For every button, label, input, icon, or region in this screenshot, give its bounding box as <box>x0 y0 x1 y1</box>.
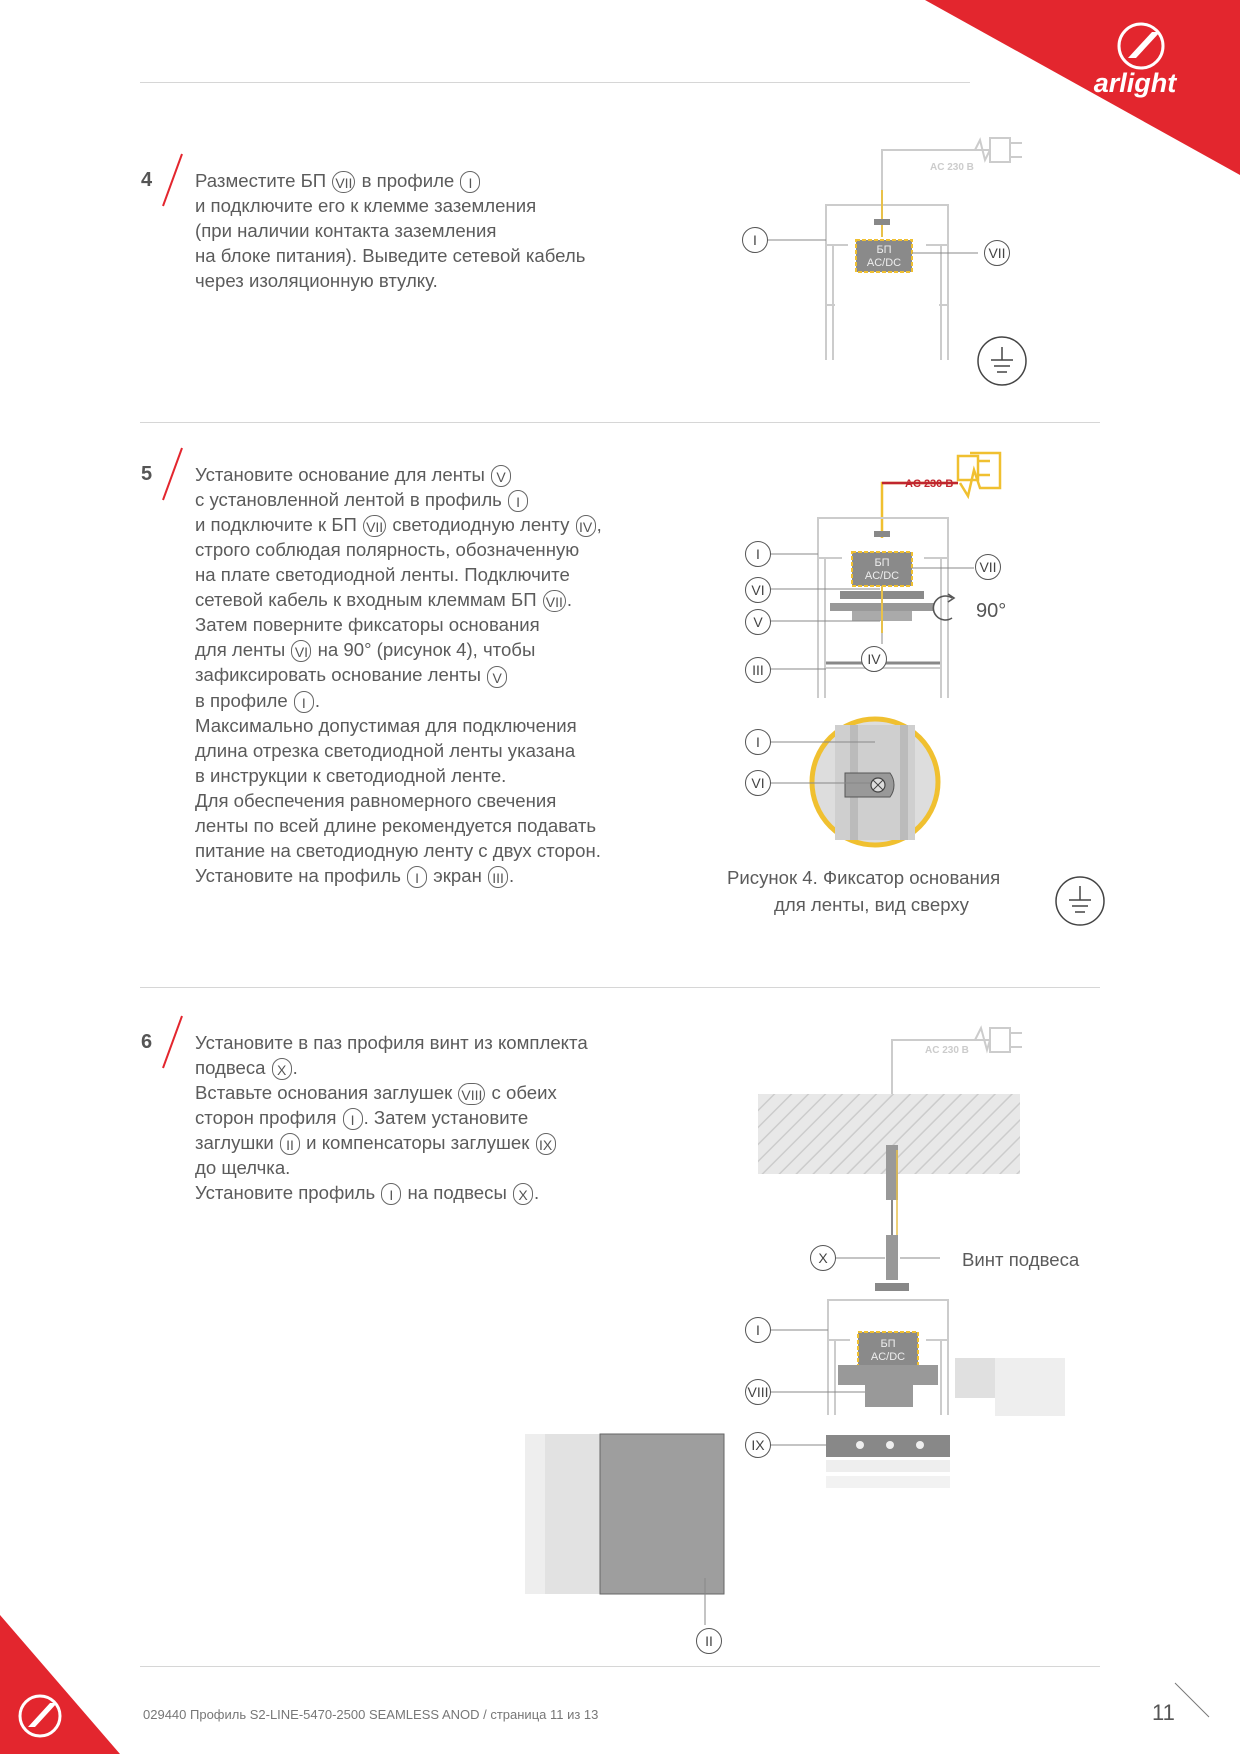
instruction-text: сетевой кабель к входным клеммам БП <box>195 589 542 611</box>
instruction-line <box>195 537 602 562</box>
callout-V: V <box>745 609 771 635</box>
inline-callout: I <box>343 1108 363 1130</box>
callout-VI: VI <box>745 577 771 603</box>
callout-VII: VII <box>984 240 1010 266</box>
voltage-label: AC 230 В <box>925 1045 969 1056</box>
instruction-line <box>195 713 602 738</box>
callout-I: I <box>745 1317 771 1343</box>
page-number: 11 <box>1152 1700 1175 1725</box>
instruction-text: сторон профиля <box>195 1107 342 1129</box>
instruction-line <box>195 587 602 612</box>
instruction-text: подвеса <box>195 1057 271 1078</box>
instruction-text: Установите в паз профиля винт из комплекта <box>195 1032 588 1053</box>
instruction-text: Установите основание для ленты <box>195 464 491 485</box>
instruction-line <box>195 487 602 512</box>
inline-callout: VII <box>363 515 386 537</box>
top-divider <box>140 82 970 83</box>
instruction-text: для ленты <box>195 639 291 661</box>
instruction-text: зафиксировать основание ленты <box>195 664 487 686</box>
instruction-text: в профиле <box>195 689 293 711</box>
inline-callout: VII <box>543 590 566 612</box>
step-instructions <box>195 462 602 888</box>
step-number: 5 <box>141 463 153 485</box>
instruction-line <box>195 462 602 487</box>
instruction-line <box>195 863 602 888</box>
figure-caption: для ленты, вид сверху <box>774 894 969 915</box>
instruction-text: через изоляционную втулку. <box>195 270 438 292</box>
instruction-line <box>195 268 585 293</box>
instruction-line <box>195 788 602 813</box>
instruction-text: Для обеспечения равномерного свечения <box>195 789 557 811</box>
instruction-line <box>195 193 585 218</box>
callout-III: III <box>745 657 771 683</box>
step-number: 6 <box>141 1031 153 1053</box>
instruction-text: питание на светодиодную ленту с двух сторон. <box>195 839 601 861</box>
page-corner-line-icon <box>1175 1683 1215 1723</box>
instruction-text: в инструкции к светодиодной ленте. <box>195 764 507 786</box>
callout-IV: IV <box>861 646 887 672</box>
instruction-text: заглушки <box>195 1132 279 1154</box>
instruction-text: светодиодную ленту <box>387 514 575 536</box>
step-slash-icon <box>160 1014 185 1070</box>
inline-callout: I <box>460 171 480 193</box>
inline-callout: V <box>487 666 507 688</box>
instruction-text: . <box>533 1182 540 1204</box>
figure4-fixator-top-view <box>740 715 950 850</box>
instruction-text: ленты по всей длине рекомендуется подавать <box>195 814 597 836</box>
instruction-line <box>195 738 602 763</box>
instruction-text: , <box>596 514 602 536</box>
instruction-line <box>195 688 602 713</box>
step-slash-icon <box>160 446 185 502</box>
instruction-text: . Затем установите <box>363 1107 529 1129</box>
inline-callout: VIII <box>458 1083 485 1105</box>
instruction-line <box>195 512 602 537</box>
callout-IX: IX <box>745 1432 771 1458</box>
led-strip-install-diagram <box>730 448 1060 698</box>
inline-callout: VII <box>332 171 355 193</box>
callout-II: II <box>696 1628 722 1654</box>
rotation-angle: 90° <box>976 600 1007 622</box>
instruction-text: Разместите БП <box>195 170 332 191</box>
instruction-line <box>195 562 602 587</box>
step-number: 4 <box>141 169 153 191</box>
inline-callout: IV <box>576 515 596 537</box>
callout-X: X <box>810 1245 836 1271</box>
callout-VI: VI <box>745 770 771 796</box>
inline-callout: X <box>513 1183 533 1205</box>
instruction-line <box>195 168 585 193</box>
ground-icon <box>978 337 1026 385</box>
step-slash-icon <box>160 152 185 208</box>
callout-VIII: VIII <box>745 1379 771 1405</box>
inline-callout: I <box>381 1183 401 1205</box>
inline-callout: VI <box>291 640 311 662</box>
section-divider <box>140 422 1100 423</box>
figure-caption: Рисунок 4. Фиксатор основания <box>727 867 1001 888</box>
voltage-label: AC 230 В <box>930 162 974 173</box>
instruction-text: с установленной лентой в профиль <box>195 489 508 511</box>
instruction-text: Вставьте основания заглушек <box>195 1082 458 1104</box>
step-instructions <box>195 168 585 293</box>
inline-callout: I <box>294 691 314 713</box>
psu-label: БП <box>874 557 890 569</box>
instruction-text: . <box>292 1057 298 1078</box>
instruction-text: длина отрезка светодиодной ленты указана <box>195 739 576 761</box>
instruction-text: на подвесы <box>402 1182 512 1204</box>
inline-callout: V <box>491 465 511 487</box>
instruction-text: Установите профиль <box>195 1182 381 1204</box>
instruction-text: Затем поверните фиксаторы основания <box>195 614 540 636</box>
footer-text: 029440 Профиль S2-LINE-5470-2500 SEAMLESS ANOD / страница 11 из 13 <box>143 1707 599 1722</box>
instruction-text: экран <box>428 864 488 886</box>
instruction-text: . <box>314 689 321 711</box>
instruction-line <box>195 612 602 637</box>
inline-callout: III <box>488 866 508 888</box>
instruction-text: до щелчка. <box>195 1157 291 1179</box>
footer-divider <box>140 1666 1100 1667</box>
instruction-line <box>195 813 602 838</box>
instruction-text: строго соблюдая полярность, обозначенную <box>195 539 580 561</box>
inline-callout: I <box>508 490 528 512</box>
psu-label: AC/DC <box>866 257 902 269</box>
instruction-text: в профиле <box>356 170 460 191</box>
callout-I: I <box>742 227 768 253</box>
screw-label: Винт подвеса <box>962 1249 1080 1270</box>
instruction-text: и подключите его к клемме заземления <box>195 195 537 217</box>
instruction-line <box>195 243 585 268</box>
instruction-text: Максимально допустимая для подключения <box>195 714 577 736</box>
instruction-text: на блоке питания). Выведите сетевой кабель <box>195 245 586 267</box>
instruction-text: на 90° (рисунок 4), чтобы <box>312 639 536 661</box>
psu-label: AC/DC <box>864 570 900 582</box>
callout-I: I <box>745 729 771 755</box>
ground-icon <box>1053 874 1107 928</box>
instruction-line <box>195 218 585 243</box>
brand-name: arlight <box>1093 68 1177 98</box>
inline-callout: I <box>407 866 427 888</box>
inline-callout: II <box>280 1133 300 1155</box>
callout-I: I <box>745 541 771 567</box>
instruction-text: с обеих <box>486 1082 557 1104</box>
instruction-line <box>195 662 602 687</box>
brand-corner-bottom <box>0 1610 140 1754</box>
instruction-text: . <box>509 864 515 886</box>
instruction-text: Установите на профиль <box>195 864 407 886</box>
suspension-install-diagram <box>525 1020 1100 1620</box>
instruction-text: и компенсаторы заглушек <box>301 1132 535 1154</box>
voltage-label: AC 230 В <box>905 478 954 490</box>
brand-corner <box>0 0 1240 180</box>
inline-callout: IX <box>536 1133 556 1155</box>
psu-label: БП <box>880 1338 896 1350</box>
instruction-text: и подключите к БП <box>195 514 363 536</box>
instruction-line <box>195 637 602 662</box>
instruction-line <box>195 838 602 863</box>
instruction-text: на плате светодиодной ленты. Подключите <box>195 564 570 586</box>
callout-VII: VII <box>975 554 1001 580</box>
psu-label: AC/DC <box>870 1351 906 1363</box>
instruction-line <box>195 763 602 788</box>
inline-callout: X <box>272 1058 292 1080</box>
instruction-text: (при наличии контакта заземления <box>195 220 497 242</box>
psu-label: БП <box>876 244 892 256</box>
instruction-text: . <box>566 589 573 611</box>
section-divider <box>140 987 1100 988</box>
